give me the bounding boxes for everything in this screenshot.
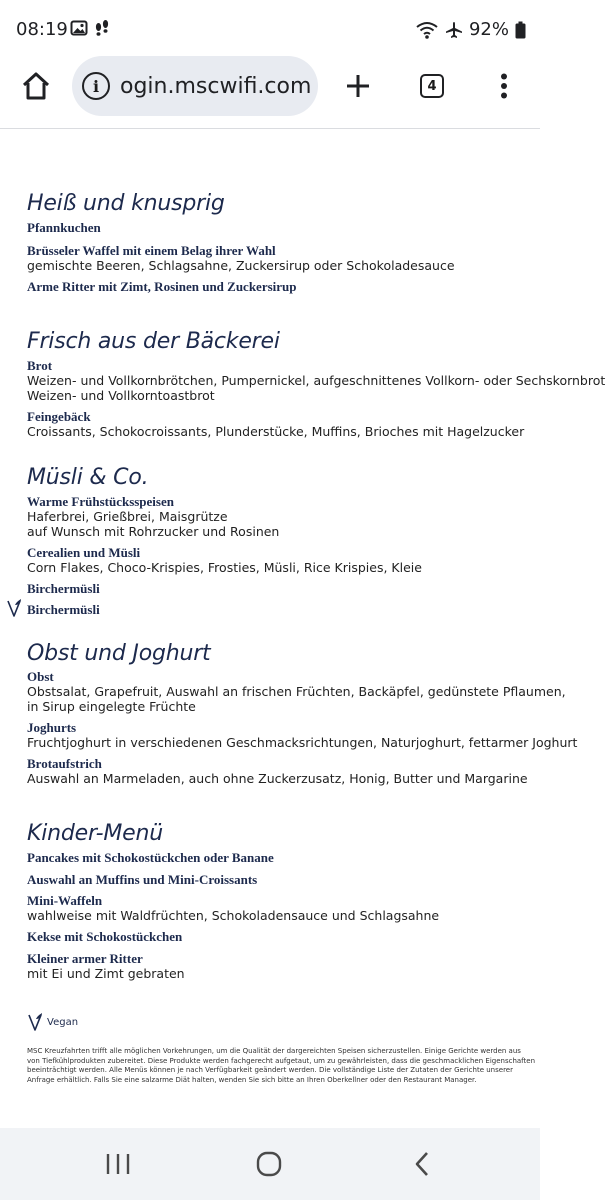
section-heading: Kinder-Menü [27,821,163,846]
menu-item: Obst [27,669,54,684]
menu-item: Mini-Waffeln [27,893,103,908]
recent-apps-button[interactable] [92,1142,144,1186]
menu-item: Warme Frühstücksspeisen [27,494,174,509]
system-nav-bar [0,1128,540,1200]
disclaimer-text [27,1047,540,1085]
menu-item: Joghurts [27,720,77,735]
vegan-icon [27,1012,43,1032]
menu-item-description: gemischte Beeren, Schlagsahne, Zuckersirup oder Schokoladesauce [27,258,455,273]
menu-item-description: Haferbrei, Grießbrei, Maisgrütze [27,509,228,524]
menu-item-description: Obstsalat, Grapefruit, Auswahl an frischen Früchten, Backäpfel, gedünstete Pflaumen, [27,684,566,699]
menu-item: Brüsseler Waffel mit einem Belag ihrer Wahl [27,243,276,258]
menu-item: Feingebäck [27,409,91,424]
section-heading: Heiß und knusprig [27,191,225,216]
menu-item: Cerealien und Müsli [27,545,141,560]
menu-item-vegan: Birchermüsli [27,602,100,617]
recents-icon [105,1152,131,1176]
disclaimer-line: von Tiefkühlprodukten zubereitet. Diese Produkte werden fachgerecht aufgetaut, um zu gewährleisten, dass die geschmacklichen Eigenschaften [27,1056,536,1065]
home-nav-button[interactable] [243,1142,295,1186]
menu-item: Birchermüsli [27,581,100,596]
disclaimer-line: MSC Kreuzfahrten trifft alle möglichen Vorkehrungen, um die Qualität der dargereichten Speisen sicherzustellen. Einige Gerichte werden aus [27,1047,521,1055]
disclaimer-line: Anfrage erhältlich. Falls Sie eine salzarme Diät halten, wenden Sie sich bitte an Ihren Oberkellner oder den Restaurant Manager. [27,1075,477,1084]
section-heading: Frisch aus der Bäckerei [27,329,280,354]
back-button[interactable] [396,1142,448,1186]
vegan-icon [6,598,22,618]
menu-item-description: Croissants, Schokocroissants, Plunderstücke, Muffins, Brioches mit Hagelzucker [27,424,525,439]
home-circle-icon [256,1151,282,1177]
menu-item: Pancakes mit Schokostückchen oder Banane [27,850,274,865]
menu-item: Brotaufstrich [27,756,102,771]
back-chevron-icon [413,1151,431,1177]
menu-item-description: mit Ei und Zimt gebraten [27,966,185,981]
menu-item-description: wahlweise mit Waldfrüchten, Schokoladensauce und Schlagsahne [27,908,440,923]
menu-content [27,0,605,1100]
section-heading: Müsli & Co. [27,465,149,490]
menu-item: Pfannkuchen [27,220,101,235]
menu-item: Kleiner armer Ritter [27,951,143,966]
vegan-legend-label: Vegan [47,1016,79,1028]
site-info-icon[interactable]: i [82,72,110,100]
battery-percent: 92% [468,19,509,40]
menu-item: Brot [27,358,53,373]
tab-count: 4 [420,74,444,98]
menu-item-description: Weizen- und Vollkorntoastbrot [27,388,215,403]
menu-item-description: Weizen- und Vollkornbrötchen, Pumpernickel, aufgeschnittenes Vollkorn- oder Sechskornbrot [27,373,605,388]
menu-item-description: auf Wunsch mit Rohrzucker und Rosinen [27,524,280,539]
menu-item-description: Fruchtjoghurt in verschiedenen Geschmacksrichtungen, Naturjoghurt, fettarmer Joghurt [27,735,578,750]
vegan-legend [27,1012,78,1032]
url-text[interactable]: ogin.mscwifi.com [120,73,312,99]
menu-item-description: Auswahl an Marmeladen, auch ohne Zuckerzusatz, Honig, Butter und Margarine [27,771,528,786]
menu-item: Kekse mit Schokostückchen [27,929,183,944]
menu-item-description: in Sirup eingelegte Früchte [27,699,196,714]
section-heading: Obst und Joghurt [27,641,211,666]
menu-item: Arme Ritter mit Zimt, Rosinen und Zuckersirup [27,279,297,294]
menu-item-description: Corn Flakes, Choco-Krispies, Frosties, Müsli, Rice Krispies, Kleie [27,560,422,575]
disclaimer-line: beeinträchtigt werden. Alle Menüs können je nach Verfügbarkeit geändert werden. Die vollständige Liste der Zutaten der Gerichte unserer [27,1066,513,1074]
menu-item: Auswahl an Muffins und Mini-Croissants [27,872,258,887]
status-time: 08:19 [16,19,68,40]
